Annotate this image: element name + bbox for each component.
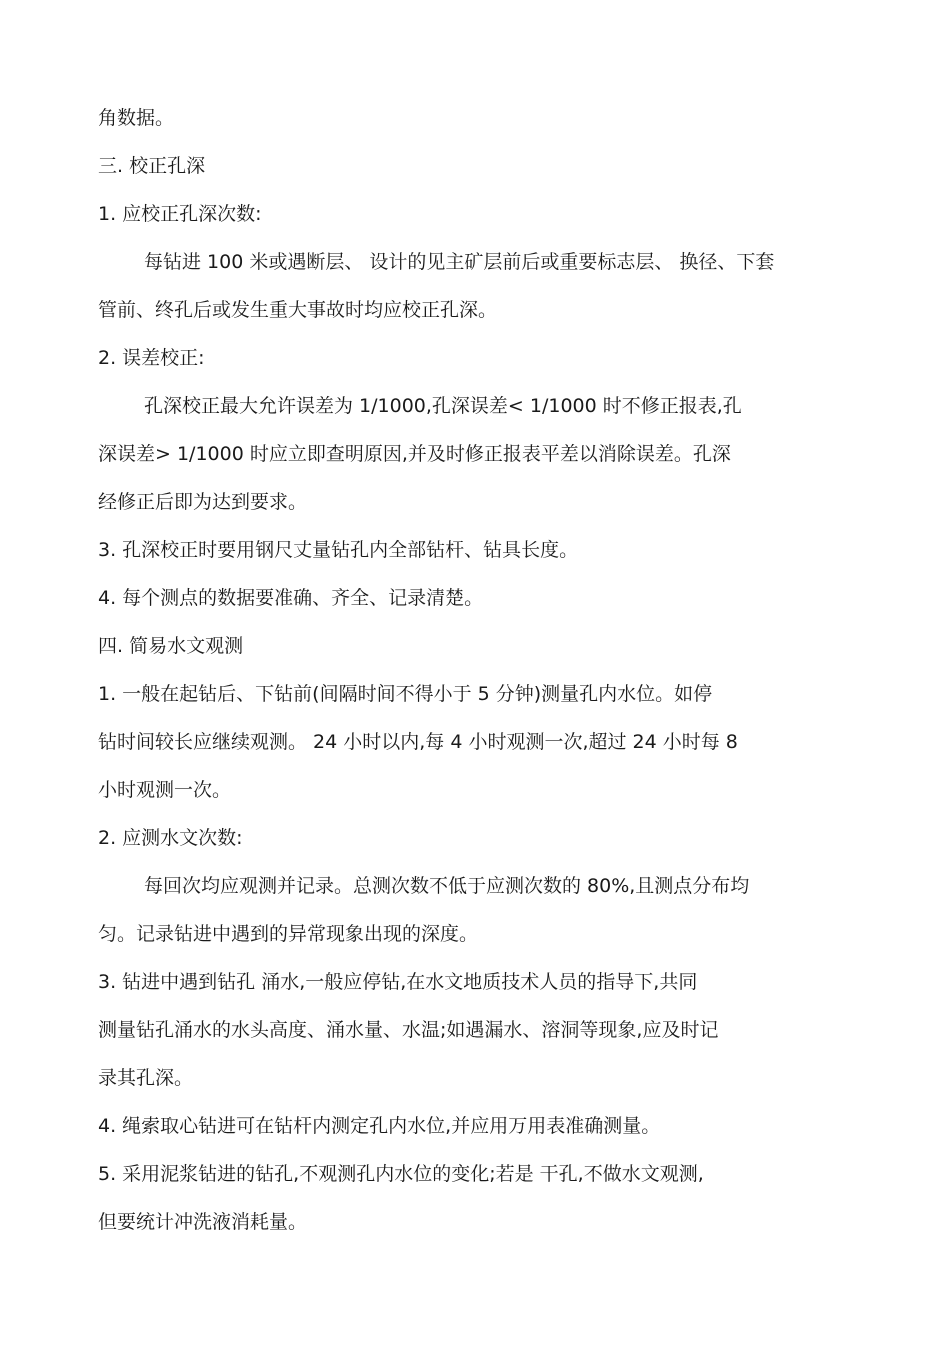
- list-item: 3. 孔深校正时要用钢尺丈量钻孔内全部钻杆、钻具长度。: [98, 539, 579, 561]
- text-line: 每钻进 100 米或遇断层、 设计的见主矿层前后或重要标志层、 换径、下套: [144, 251, 775, 273]
- list-item: 5. 采用泥浆钻进的钻孔,不观测孔内水位的变化;若是 干孔,不做水文观测,: [98, 1163, 704, 1185]
- list-item: 4. 每个测点的数据要准确、齐全、记录清楚。: [98, 587, 484, 609]
- list-item: 3. 钻进中遇到钻孔 涌水,一般应停钻,在水文地质技术人员的指导下,共同: [98, 971, 698, 993]
- list-item-heading: 2. 应测水文次数:: [98, 827, 243, 849]
- text-line: 经修正后即为达到要求。: [98, 491, 308, 513]
- text-line: 深误差> 1/1000 时应立即查明原因,并及时修正报表平差以消除误差。孔深: [98, 443, 731, 465]
- text-line: 管前、终孔后或发生重大事故时均应校正孔深。: [98, 299, 498, 321]
- list-item: 1. 一般在起钻后、下钻前(间隔时间不得小于 5 分钟)测量孔内水位。如停: [98, 683, 713, 705]
- text-line: 录其孔深。: [98, 1067, 194, 1089]
- section-heading: 四. 简易水文观测: [98, 635, 244, 657]
- text-line: 角数据。: [98, 107, 175, 129]
- list-item-heading: 2. 误差校正:: [98, 347, 205, 369]
- section-heading: 三. 校正孔深: [98, 155, 206, 177]
- list-item-heading: 1. 应校正孔深次数:: [98, 203, 262, 225]
- list-item: 4. 绳索取心钻进可在钻杆内测定孔内水位,并应用万用表准确测量。: [98, 1115, 661, 1137]
- text-line: 每回次均应观测并记录。总测次数不低于应测次数的 80%,且测点分布均: [144, 875, 750, 897]
- text-line: 匀。记录钻进中遇到的异常现象出现的深度。: [98, 923, 479, 945]
- text-line: 测量钻孔涌水的水头高度、涌水量、水温;如遇漏水、溶洞等现象,应及时记: [98, 1019, 719, 1041]
- text-line: 但要统计冲洗液消耗量。: [98, 1211, 308, 1233]
- text-line: 小时观测一次。: [98, 779, 232, 801]
- text-line: 钻时间较长应继续观测。 24 小时以内,每 4 小时观测一次,超过 24 小时每 8: [98, 731, 738, 753]
- text-line: 孔深校正最大允许误差为 1/1000,孔深误差< 1/1000 时不修正报表,孔: [144, 395, 742, 417]
